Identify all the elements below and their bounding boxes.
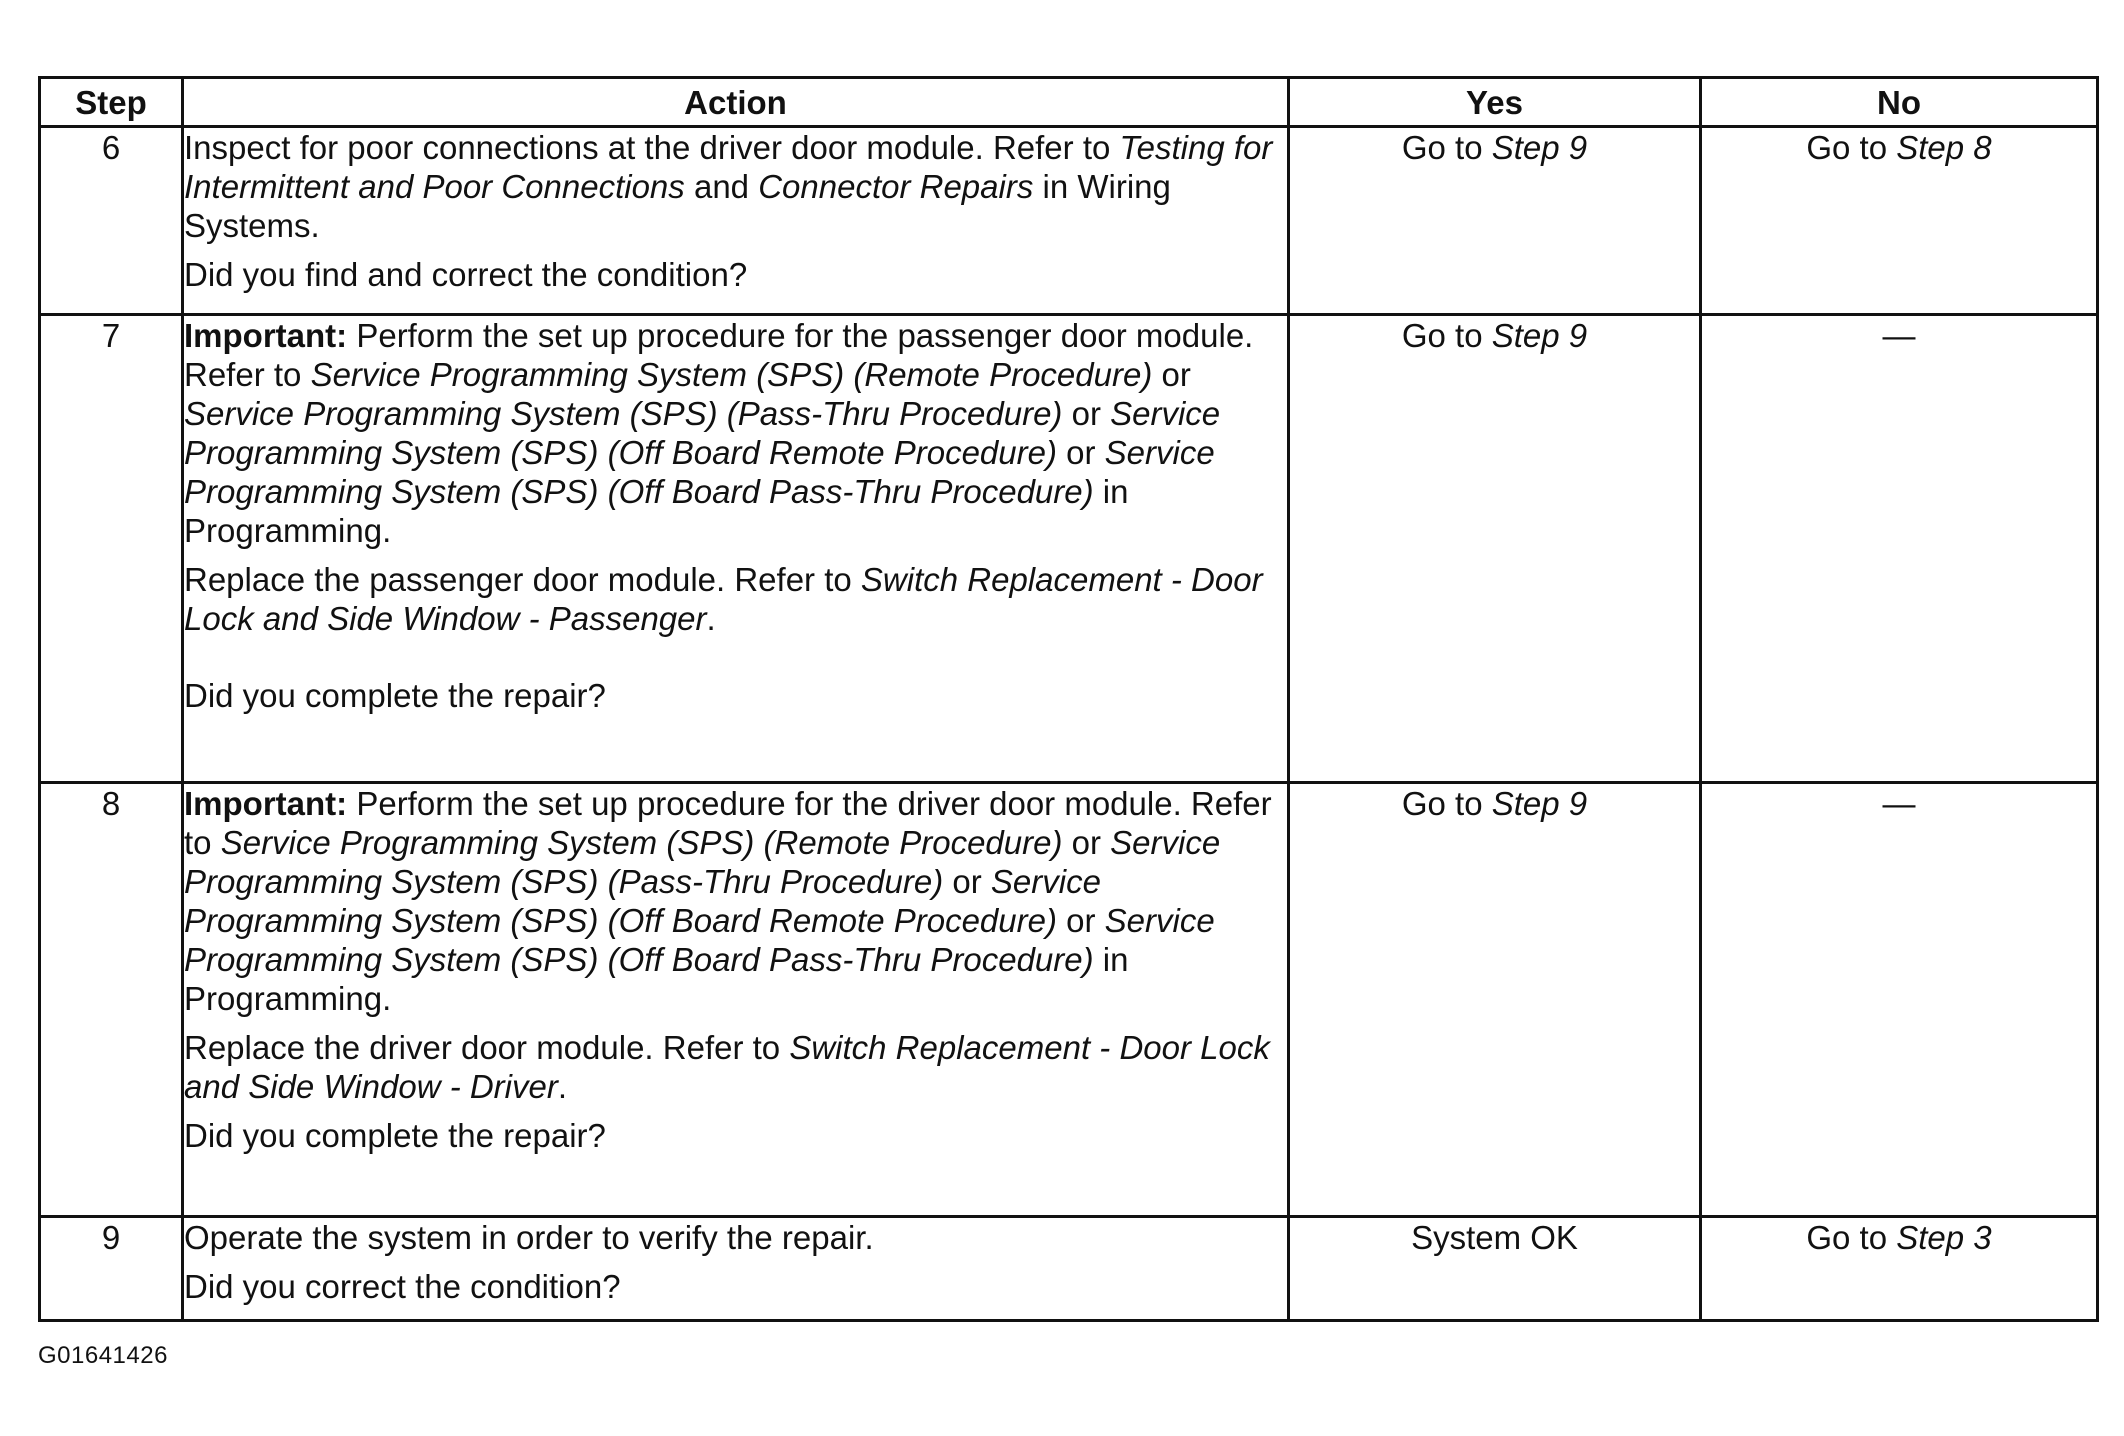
reference-link[interactable]: Service Programming System (SPS) (Pass-Thru Procedure)	[184, 395, 1063, 432]
step-link[interactable]: Step 8	[1896, 129, 1992, 166]
instruction-text: Perform the set up procedure for the driver door module. Refer to	[184, 785, 1272, 861]
instruction-text: Replace the driver door module. Refer to	[184, 1029, 790, 1066]
action-question: Did you complete the repair?	[184, 677, 606, 714]
instruction-text: Perform the set up procedure for the passenger door module. Refer to	[184, 317, 1254, 393]
table-row	[40, 1217, 2098, 1321]
reference-link[interactable]: Service Programming System (SPS) (Pass-Thru Procedure)	[184, 824, 1221, 900]
reference-link[interactable]: Service Programming System (SPS) (Off Board Pass-Thru Procedure)	[184, 434, 1215, 510]
important-note	[184, 316, 1287, 550]
action-question: Did you correct the condition?	[184, 1268, 621, 1305]
diagnostic-table	[38, 76, 2099, 1322]
yes-cell	[1289, 783, 1701, 1217]
reference-link[interactable]: Service Programming System (SPS) (Off Board Remote Procedure)	[184, 395, 1221, 471]
header-yes: Yes	[1289, 78, 1701, 127]
step-number: 7	[40, 315, 183, 783]
table-row	[40, 127, 2098, 315]
table-header-row	[40, 78, 2098, 127]
header-no: No	[1701, 78, 2098, 127]
goto-prefix: Go to	[1401, 317, 1492, 354]
instruction-text: or	[1152, 356, 1191, 393]
action-question: Did you complete the repair?	[184, 1117, 606, 1154]
action-question: Did you find and correct the condition?	[184, 256, 748, 293]
action-instruction: Operate the system in order to verify the repair.	[184, 1219, 874, 1256]
yes-cell: System OK	[1289, 1217, 1701, 1321]
header-step: Step	[40, 78, 183, 127]
instruction-text: .	[706, 600, 716, 637]
no-cell	[1701, 1217, 2098, 1321]
instruction-text: or	[1062, 395, 1111, 432]
reference-link[interactable]: Service Programming System (SPS) (Off Board Remote Procedure)	[184, 863, 1101, 939]
reference-link[interactable]: Service Programming System (SPS) (Off Board Pass-Thru Procedure)	[184, 902, 1215, 978]
instruction-text: in Programming.	[184, 941, 1129, 1017]
important-note	[184, 784, 1287, 1018]
action-cell	[183, 783, 1289, 1217]
goto-prefix: Go to	[1806, 1219, 1897, 1256]
action-cell	[183, 315, 1289, 783]
reference-link[interactable]: Service Programming System (SPS) (Remote Procedure)	[310, 356, 1153, 393]
reference-link[interactable]: Switch Replacement - Door Lock and Side Window - Driver	[184, 1029, 1270, 1105]
step-link[interactable]: Step 9	[1491, 785, 1588, 822]
instruction-text: or	[1056, 434, 1105, 471]
step-link[interactable]: Step 9	[1491, 129, 1588, 166]
instruction-text: in Programming.	[184, 473, 1129, 549]
no-cell: —	[1701, 783, 2098, 1217]
instruction-text: or	[1056, 902, 1105, 939]
figure-id: G01641426	[38, 1342, 168, 1369]
table-row	[40, 315, 2098, 783]
header-action: Action	[183, 78, 1289, 127]
instruction-text: or	[943, 863, 991, 900]
instruction-text: or	[1062, 824, 1111, 861]
yes-cell	[1289, 127, 1701, 315]
table-row	[40, 783, 2098, 1217]
step-link[interactable]: Step 3	[1896, 1219, 1992, 1256]
yes-cell	[1289, 315, 1701, 783]
instruction-text: in Wiring Systems.	[184, 168, 1171, 244]
instruction-text: Inspect for poor connections at the driver door module. Refer to	[184, 129, 1120, 166]
no-cell: —	[1701, 315, 2098, 783]
step-link[interactable]: Step 9	[1491, 317, 1588, 354]
action-instruction	[184, 1028, 1287, 1106]
reference-link[interactable]: Service Programming System (SPS) (Remote Procedure)	[220, 824, 1063, 861]
important-label: Important:	[184, 317, 348, 354]
action-instruction	[184, 128, 1287, 245]
step-number: 6	[40, 127, 183, 315]
instruction-text: Replace the passenger door module. Refer to	[184, 561, 861, 598]
step-number: 9	[40, 1217, 183, 1321]
step-number: 8	[40, 783, 183, 1217]
goto-prefix: Go to	[1401, 129, 1492, 166]
no-cell	[1701, 127, 2098, 315]
instruction-text: .	[557, 1068, 568, 1105]
action-instruction	[184, 560, 1287, 638]
reference-link[interactable]: Testing for Intermittent and Poor Connections	[184, 129, 1273, 205]
goto-prefix: Go to	[1806, 129, 1897, 166]
instruction-text: and	[684, 168, 759, 205]
action-cell	[183, 127, 1289, 315]
reference-link[interactable]: Switch Replacement - Door Lock and Side Window - Passenger	[184, 561, 1263, 637]
action-cell	[183, 1217, 1289, 1321]
reference-link[interactable]: Connector Repairs	[758, 168, 1034, 205]
important-label: Important:	[184, 785, 348, 822]
goto-prefix: Go to	[1401, 785, 1492, 822]
